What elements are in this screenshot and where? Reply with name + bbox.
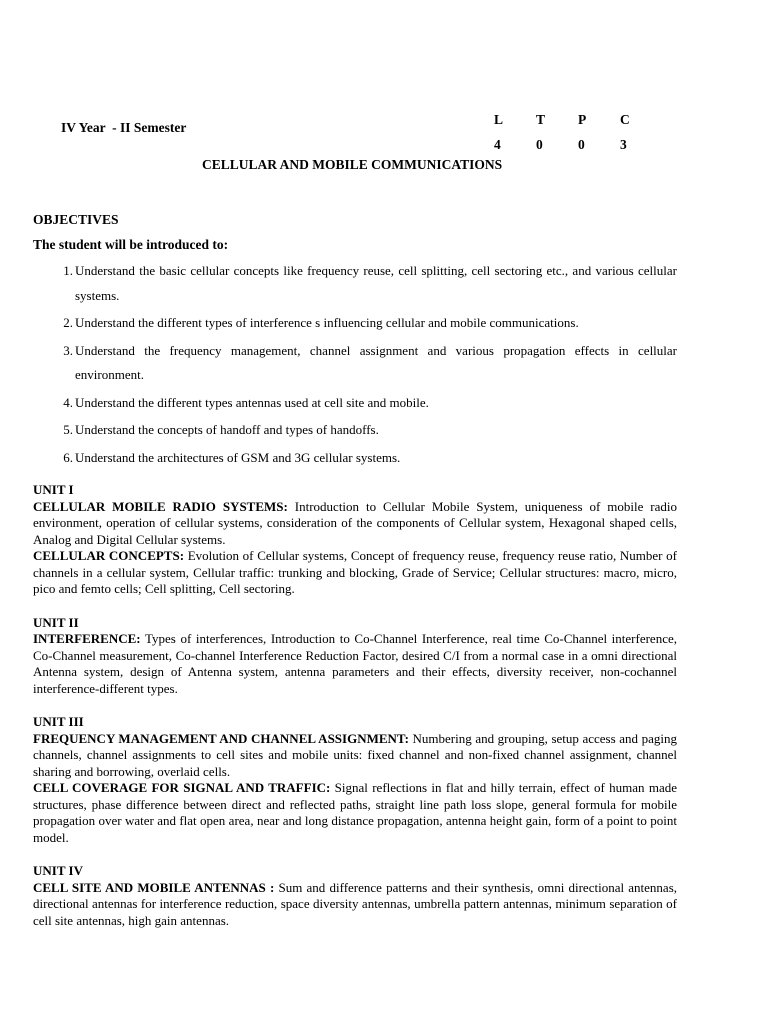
list-item-number: 4. xyxy=(63,394,73,410)
unit-3 xyxy=(33,714,677,846)
unit-title: UNIT III xyxy=(33,714,84,729)
units-section xyxy=(33,482,677,946)
list-item-text: Understand the concepts of handoff and types of handoffs. xyxy=(75,422,379,437)
unit-title: UNIT IV xyxy=(33,863,83,878)
topic-text: Types of interferences, Introduction to Co-Channel Interference, real time Co-Channel interference, Co-Channel measurement, Co-channel Interference Reduction Factor, desired C/I from a normal case in a omni directional Antenna system, design of Antenna system, antenna parameters and their effects, diversity receiver, non-cochannel interference-different types. xyxy=(33,631,677,696)
unit-paragraph xyxy=(33,548,677,598)
topic-heading: CELL COVERAGE FOR SIGNAL AND TRAFFIC: xyxy=(33,780,331,795)
list-item-number: 2. xyxy=(63,315,73,330)
list-item-text: Understand the basic cellular concepts like frequency reuse, cell splitting, cell sectoring etc., and various cellular systems. xyxy=(75,263,677,303)
ltpc-label-row xyxy=(484,107,652,132)
ltpc-value-t: 0 xyxy=(536,136,543,152)
list-item xyxy=(33,339,677,388)
unit-1 xyxy=(33,482,677,598)
objectives-intro: The student will be introduced to: xyxy=(33,237,229,252)
topic-text: Introduction to Cellular Mobile System, uniqueness of mobile radio environment, operation of cellular systems, consideration of the components of Cellular system, Hexagonal shaped cells, Analog and Digital Cellular systems. xyxy=(33,498,677,547)
topic-text: Numbering and grouping, setup access and paging channels, channel assignments to cell sites and mobile units: fixed channel and non-fixed channel assignment, channel sharing and borrowing, overlaid cells. xyxy=(33,730,677,779)
unit-4 xyxy=(33,863,677,929)
unit-paragraph xyxy=(33,499,677,549)
topic-heading: FREQUENCY MANAGEMENT AND CHANNEL ASSIGNMENT: xyxy=(33,730,409,746)
list-item-number: 1. xyxy=(63,263,73,278)
ltpc-label-l: L xyxy=(494,111,504,127)
ltpc-label-t: T xyxy=(536,111,546,127)
list-item-number: 5. xyxy=(63,422,73,437)
list-item-text: Understand the architectures of GSM and 3G cellular systems. xyxy=(75,449,401,465)
semester-label: IV Year - II Semester xyxy=(61,120,187,135)
topic-heading: CELLULAR MOBILE RADIO SYSTEMS: xyxy=(33,498,288,514)
list-item-text: Understand the different types of interference s influencing cellular and mobile communications. xyxy=(75,315,579,330)
unit-paragraph xyxy=(33,880,677,930)
unit-2 xyxy=(33,615,677,698)
ltpc-value-c: 3 xyxy=(620,136,627,152)
topic-text: Sum and difference patterns and their synthesis, omni directional antennas, directional antennas for interference reduction, space diversity antennas, umbrella pattern antennas, minimum separation of cell site antennas, high gain antennas. xyxy=(33,879,678,928)
topic-heading: CELLULAR CONCEPTS: xyxy=(33,548,185,563)
ltpc-label-c: C xyxy=(620,111,630,127)
list-item-number: 6. xyxy=(63,449,73,465)
unit-title: UNIT I xyxy=(33,482,74,497)
topic-heading: INTERFERENCE: xyxy=(33,631,141,646)
course-title: CELLULAR AND MOBILE COMMUNICATIONS xyxy=(202,157,503,172)
objectives-list xyxy=(33,259,677,473)
topic-text: Signal reflections in flat and hilly terrain, effect of human made structures, phase difference between direct and reflected paths, straight line path loss slope, general formula for mobile propagation over water and flat open area, near and long distance propagation, antenna height gain, form of a point to point model. xyxy=(33,780,677,845)
list-item xyxy=(33,418,677,443)
objectives-heading: OBJECTIVES xyxy=(33,212,119,227)
list-item-text: Understand the different types antennas used at cell site and mobile. xyxy=(75,394,429,410)
ltpc-value-l: 4 xyxy=(494,136,501,152)
ltpc-table xyxy=(484,107,652,157)
list-item xyxy=(33,259,677,308)
list-item-number: 3. xyxy=(63,342,73,358)
topic-heading: CELL SITE AND MOBILE ANTENNAS : xyxy=(33,879,275,895)
list-item-text: Understand the frequency management, channel assignment and various propagation effects in cellular environment. xyxy=(75,342,677,382)
unit-paragraph xyxy=(33,780,677,846)
ltpc-value-row xyxy=(484,132,652,157)
topic-text: Evolution of Cellular systems, Concept of frequency reuse, frequency reuse ratio, Number of channels in a cellular system, Cellular traffic: trunking and blocking, Grade of Service; Cellular structures: macro, micro, pico and femto cells; Cell splitting, Cell sectoring. xyxy=(33,548,677,596)
list-item xyxy=(33,311,677,336)
ltpc-value-p: 0 xyxy=(578,136,585,152)
list-item xyxy=(33,446,677,471)
unit-paragraph xyxy=(33,631,677,697)
list-item xyxy=(33,391,677,416)
ltpc-label-p: P xyxy=(578,111,587,127)
unit-title: UNIT II xyxy=(33,614,79,630)
unit-paragraph xyxy=(33,731,677,781)
